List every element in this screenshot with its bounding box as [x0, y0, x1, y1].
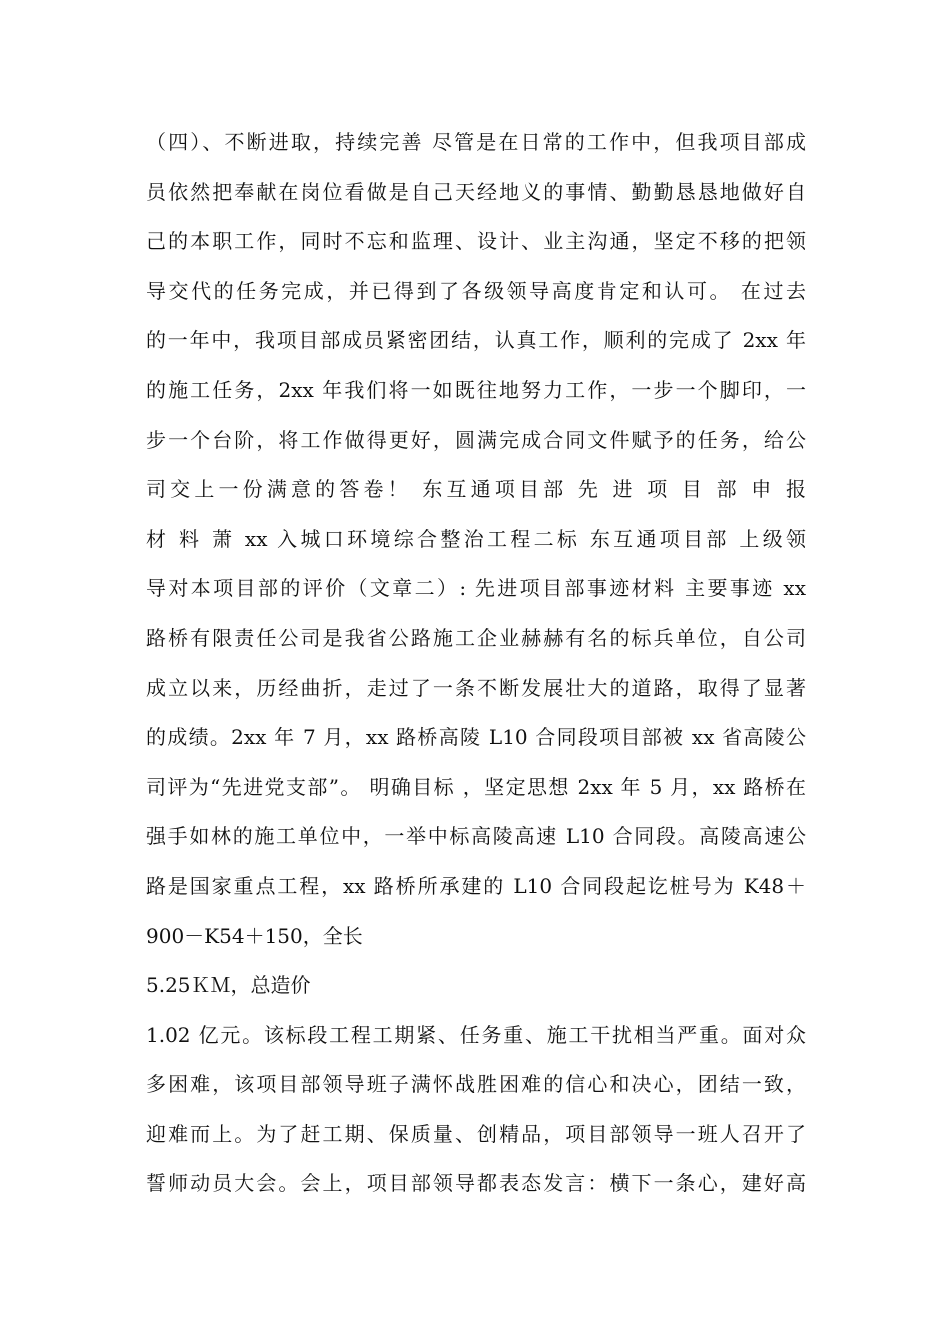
text-line: 步一个台阶，将工作做得更好，圆满完成合同文件赋予的任务，给公 — [146, 427, 806, 452]
text-line: 的施工任务，2xx 年我们将一如既往地努力工作，一步一个脚印，一 — [146, 377, 806, 402]
text-line: 己的本职工作，同时不忘和监理、设计、业主沟通，坚定不移的把领 — [146, 229, 806, 254]
body-text — [146, 118, 806, 1209]
text-line: 迎难而上。为了赶工期、保质量、创精品，项目部领导一班人召开了 — [146, 1121, 806, 1146]
text-line: 的成绩。2xx 年 7 月，xx 路桥高陵 L10 合同段项目部被 xx 省高陵公 — [146, 725, 806, 750]
text-line: 5.25ＫＭ，总造价 — [146, 973, 311, 998]
text-line: 导对本项目部的评价（文章二）: 先进项目部事迹材料 主要事迹 xx — [146, 576, 806, 601]
text-line: 的一年中，我项目部成员紧密团结，认真工作，顺利的完成了 2xx 年 — [146, 328, 806, 353]
text-line: 多困难，该项目部领导班子满怀战胜困难的信心和决心，团结一致， — [146, 1072, 806, 1097]
text-line: 司交上一份满意的答卷！ 东互通项目部 先 进 项 目 部 申 报 — [146, 477, 806, 502]
text-line: 900－K54＋150，全长 — [146, 923, 363, 948]
text-line: 1.02 亿元。该标段工程工期紧、任务重、施工干扰相当严重。面对众 — [146, 1022, 806, 1047]
text-line: 强手如林的施工单位中，一举中标高陵高速 L10 合同段。高陵高速公 — [146, 824, 806, 849]
text-line: 材 料 萧 xx 入城口环境综合整治工程二标 东互通项目部 上级领 — [146, 526, 806, 551]
text-line: 誓师动员大会。会上，项目部领导都表态发言：横下一条心，建好高 — [146, 1171, 806, 1196]
text-line: 路是国家重点工程，xx 路桥所承建的 L10 合同段起讫桩号为 K48＋ — [146, 873, 806, 898]
text-line: 司评为“先进党支部”。 明确目标 ，坚定思想 2xx 年 5 月，xx 路桥在 — [146, 774, 806, 799]
text-line: 路桥有限责任公司是我省公路施工企业赫赫有名的标兵单位，自公司 — [146, 625, 806, 650]
text-line: （四）、不断进取，持续完善 尽管是在日常的工作中，但我项目部成 — [146, 130, 806, 154]
text-line: 导交代的任务完成，并已得到了各级领导高度肯定和认可。 在过去 — [146, 278, 806, 303]
text-line: 成立以来，历经曲折，走过了一条不断发展壮大的道路，取得了显著 — [146, 675, 806, 700]
text-line: 员依然把奉献在岗位看做是自己天经地义的事情、勤勤恳恳地做好自 — [146, 179, 806, 204]
